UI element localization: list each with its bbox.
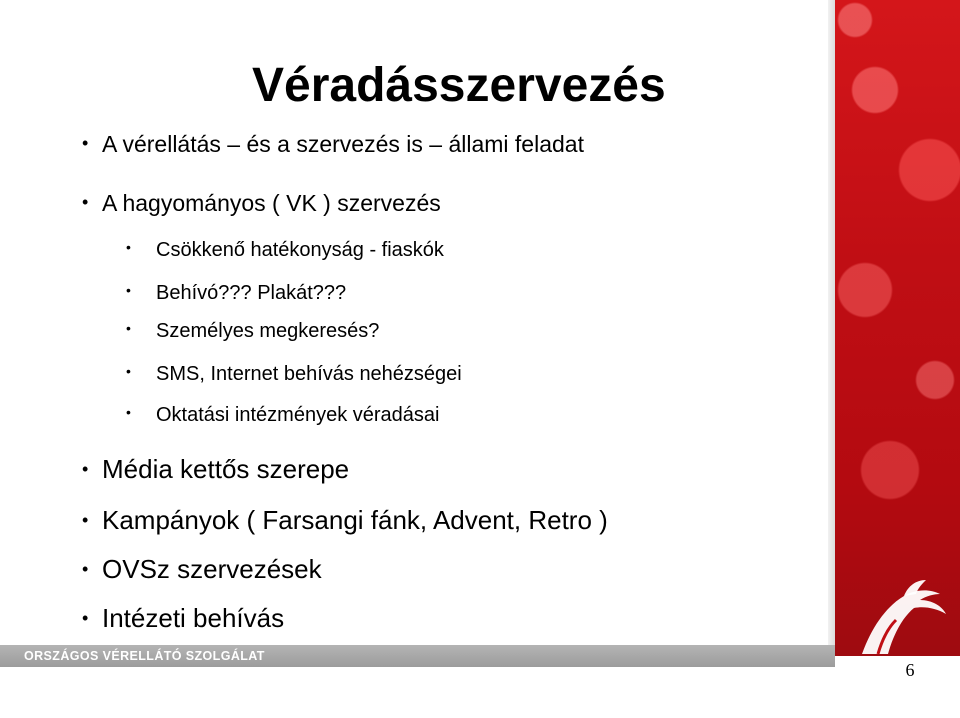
sub-bullet-text: Személyes megkeresés? <box>156 320 380 342</box>
bullet-dot: • <box>82 133 89 153</box>
bullet-campaigns <box>82 505 608 536</box>
footer-organization: ORSZÁGOS VÉRELLÁTÓ SZOLGÁLAT <box>24 649 265 663</box>
bullet-state-task <box>82 131 584 158</box>
sub-bullet-efficiency <box>126 239 444 262</box>
bullet-dot: • <box>126 320 131 336</box>
bullet-dot: • <box>82 192 89 212</box>
bullet-traditional-organizing <box>82 190 441 217</box>
bullet-dot: • <box>82 608 89 628</box>
sub-bullet-invitation <box>126 282 346 305</box>
pelican-logo-icon <box>842 566 952 656</box>
bullet-text: A vérellátás – és a szervezés is – állami feladat <box>102 131 584 157</box>
bullet-text: A hagyományos ( VK ) szervezés <box>102 190 441 216</box>
bullet-media <box>82 454 349 485</box>
page-number: 6 <box>905 660 915 680</box>
bullet-dot: • <box>126 363 131 379</box>
panel-divider <box>828 0 835 656</box>
bullet-institutional <box>82 603 284 634</box>
blood-cells-panel <box>835 0 960 656</box>
sub-bullet-text: Behívó??? Plakát??? <box>156 282 347 304</box>
bullet-dot: • <box>126 404 131 420</box>
bullet-text: OVSz szervezések <box>102 554 322 584</box>
sub-bullet-education <box>126 404 439 427</box>
bullet-text: Intézeti behívás <box>102 603 285 633</box>
bullet-dot: • <box>126 282 131 298</box>
bullet-dot: • <box>82 510 89 530</box>
bullet-dot: • <box>82 559 89 579</box>
sub-bullet-text: SMS, Internet behívás nehézségei <box>156 363 462 385</box>
bullet-text: Kampányok ( Farsangi fánk, Advent, Retro ) <box>102 505 608 535</box>
bullet-dot: • <box>126 239 131 255</box>
bullet-ovsz <box>82 554 322 585</box>
sub-bullet-text: Oktatási intézmények véradásai <box>156 404 440 426</box>
bullet-text: Média kettős szerepe <box>102 454 350 484</box>
sub-bullet-text: Csökkenő hatékonyság - fiaskók <box>156 239 444 261</box>
slide-title: Véradásszervezés <box>252 59 666 112</box>
sub-bullet-sms-internet <box>126 363 462 386</box>
bullet-dot: • <box>82 459 89 479</box>
sub-bullet-personal <box>126 320 379 343</box>
